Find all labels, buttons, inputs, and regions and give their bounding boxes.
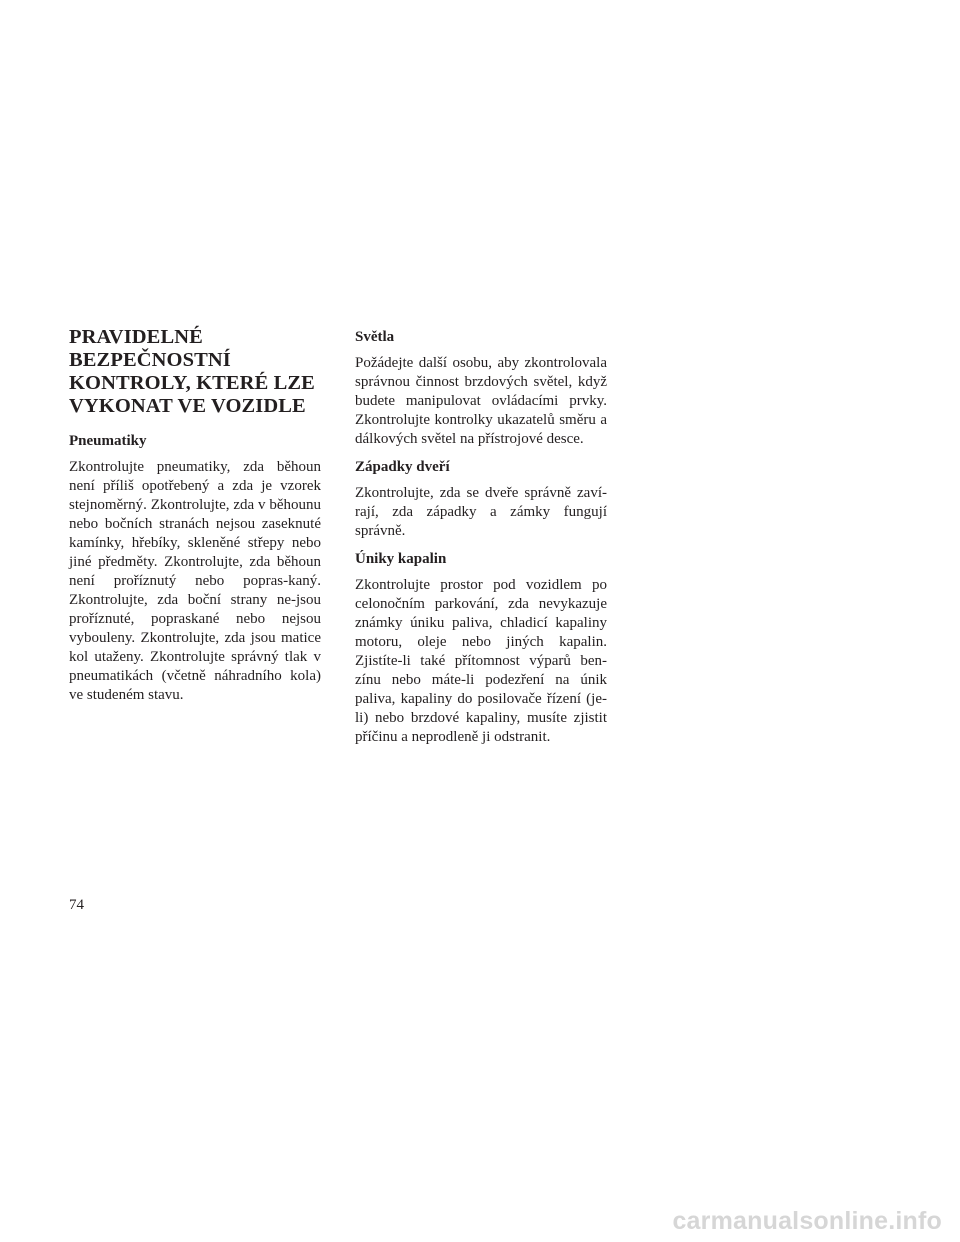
paragraph-lights: Požádejte další osobu, aby zkontrolovala správnou činnost brzdových světel, když budete manipulovat ovládacími prvky. Zkontrolujte kontrolky ukazatelů směru a dálkových světel na přístrojové desce.: [355, 355, 607, 447]
subheading-fluid-leaks: Úniky kapalin: [355, 551, 447, 567]
section-heading: PRAVIDELNÉ BEZPEČNOSTNÍ KONTROLY, KTERÉ LZE VYKONAT VE VOZIDLE: [69, 326, 315, 417]
subheading-door-latches: Západky dveří: [355, 459, 450, 475]
watermark: carmanualsonline.info: [672, 1207, 942, 1235]
subheading-lights: Světla: [355, 329, 395, 345]
right-column: [355, 328, 607, 756]
paragraph-door-latches: Zkontrolujte, zda se dveře správně zaví-rají, zda západky a zámky fungují správně.: [355, 485, 607, 539]
paragraph-fluid-leaks: Zkontrolujte prostor pod vozidlem po celonočním parkování, zda nevykazuje známky úniku paliva, chladicí kapaliny motoru, oleje nebo jiných kapalin. Zjistíte-li také přítomnost výparů ben-zínu nebo máte-li podezření na únik paliva, kapaliny do posilovače řízení (je-li) nebo brzdové kapaliny, musíte zjistit příčinu a neprodleně ji odstranit.: [355, 577, 607, 745]
subheading-tires: Pneumatiky: [69, 433, 147, 449]
left-column: [69, 326, 321, 714]
page-number: 74: [69, 897, 84, 913]
paragraph-tires: Zkontrolujte pneumatiky, zda běhoun není příliš opotřebený a zda je vzorek stejnoměrný. Zkontrolujte, zda v běhounu nebo bočních stranách nejsou zaseknuté kamínky, hřebíky, skleněné střepy nebo jiné předměty. Zkontrolujte, zda běhoun není proříznutý nebo popras-kaný. Zkontrolujte, zda boční strany ne-jsou proříznuté, popraskané nebo nejsou vybouleny. Zkontrolujte, zda jsou matice kol utaženy. Zkontrolujte správný tlak v pneumatikách (včetně náhradního kola) ve studeném stavu.: [69, 459, 321, 703]
